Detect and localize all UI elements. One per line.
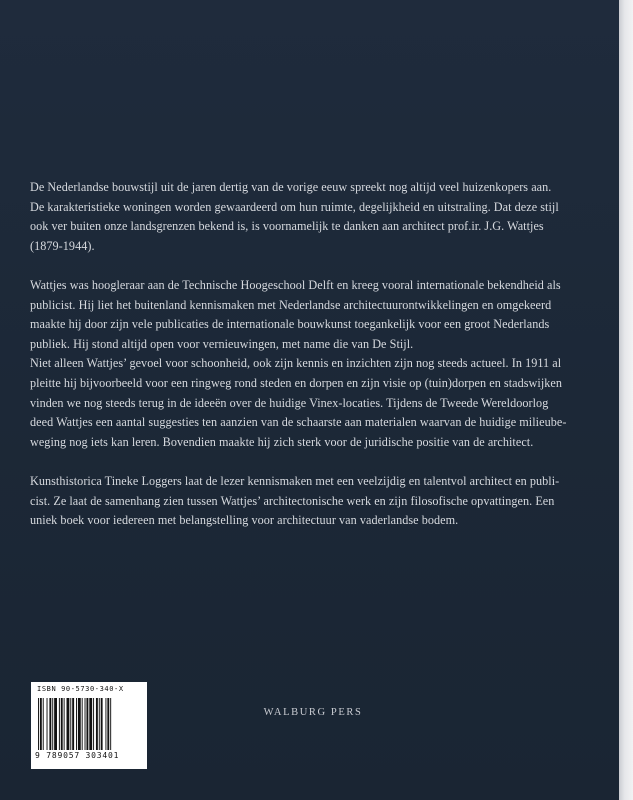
barcode-bar (40, 698, 42, 750)
paragraph-1 (30, 178, 602, 256)
barcode-bar (96, 698, 98, 750)
barcode-bar (82, 698, 83, 750)
text-line: deed Wattjes een aantal suggesties ten aanzien van de schaarste aan materialen waarvan de huidige milieube- (30, 415, 567, 430)
isbn-label: ISBN 90-5730-340-X (37, 685, 124, 693)
text-line: (1879-1944). (30, 238, 95, 253)
publisher-name: WALBURG PERS (263, 707, 363, 718)
barcode-bar (72, 698, 74, 750)
barcode-bar (86, 698, 88, 750)
barcode-bar (110, 698, 111, 750)
barcode-bar (49, 698, 51, 750)
barcode-bar (99, 698, 100, 750)
text-line: De Nederlandse bouwstijl uit de jaren dertig van de vorige eeuw spreekt nog altijd veel huizenkopers aan. (30, 180, 552, 194)
text-line: cist. Ze laat de samenhang zien tussen Wattjes’ architectonische werk en zijn filosofische opvattingen. Een (30, 493, 555, 508)
barcode-bars (37, 698, 141, 750)
barcode-bar (105, 698, 106, 750)
text-line: uniek boek voor iedereen met belangstelling voor architectuur van vaderlandse bodem. (30, 513, 459, 528)
barcode-bar (76, 698, 77, 750)
text-line: publiek. Hij stond altijd open voor vernieuwingen, met name die van De Stijl. (30, 336, 414, 351)
text-line: Wattjes was hoogleraar aan de Technische Hoogeschool Delft en kreeg vooral internationale bekendheid als (30, 277, 561, 292)
barcode-bar (38, 698, 39, 750)
paragraph-gap (30, 256, 602, 276)
barcode-bar (61, 698, 63, 750)
barcode-bar (43, 698, 44, 750)
text-line: pleitte hij bijvoorbeeld voor een ringweg rond steden en dorpen en zijn visie op (tuin)dorpen en stadswijken (30, 375, 563, 390)
barcode-bar (85, 698, 86, 750)
barcode-bar (54, 698, 57, 750)
barcode-bar (64, 698, 65, 750)
page-edge (619, 0, 633, 800)
text-line: ook ver buiten onze landsgrenzen bekend is, is voornamelijk te danken aan architect prof.ir. J.G. Wattjes (30, 219, 544, 234)
paragraph-gap (30, 452, 602, 472)
text-line: maakte hij door zijn vele publicaties de internationale bouwkunst toegankelijk voor een groot Nederlands (30, 317, 550, 332)
barcode-bar (59, 698, 60, 750)
text-line: De karakteristieke woningen worden gewaardeerd om hun ruimte, degelijkheid en uitstraling. Dat deze stijl (30, 199, 559, 214)
text-line: weging nog iets kan leren. Bovendien maakte hij zich sterk voor de juridische positie van de architect. (30, 434, 534, 449)
isbn-barcode (31, 682, 147, 769)
barcode-bar (93, 698, 94, 750)
paragraph-3 (30, 472, 602, 531)
barcode-bar (47, 698, 48, 750)
text-line: Niet alleen Wattjes’ gevoel voor schoonheid, ook zijn kennis en inzichten zijn nog steeds actueel. In 1911 al (30, 356, 562, 371)
text-line: vinden we nog steeds terug in de ideeën over de huidige Vinex-locaties. Tijdens de Tweede Wereldoorlog (30, 395, 549, 410)
paragraph-2 (30, 276, 602, 452)
barcode-bar (78, 698, 81, 750)
barcode-bar (67, 698, 70, 750)
barcode-digits: 9 789057 303401 (35, 751, 120, 760)
barcode-bar (89, 698, 92, 750)
text-line: Kunsthistorica Tineke Loggers laat de lezer kennismaken met een veelzijdig en talentvol architect en publi- (30, 473, 560, 488)
blurb-text (30, 178, 602, 531)
barcode-bar (52, 698, 53, 750)
barcode-bar (107, 698, 109, 750)
barcode-bar (101, 698, 103, 750)
text-line: publicist. Hij liet het buitenland kennismaken met Nederlandse architectuurontwikkelingen en omgekeerd (30, 297, 552, 312)
barcode-bar (70, 698, 71, 750)
